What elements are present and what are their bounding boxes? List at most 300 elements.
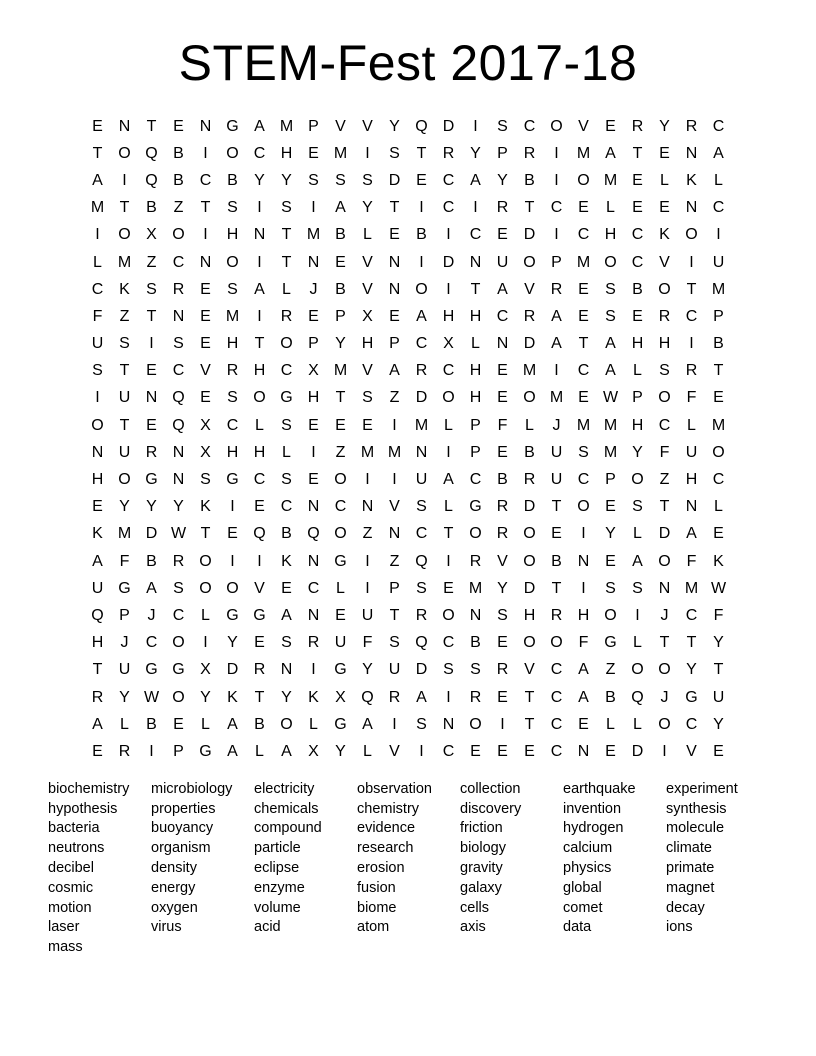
grid-letter[interactable]: B bbox=[335, 280, 346, 298]
grid-letter[interactable]: D bbox=[415, 661, 428, 679]
grid-letter[interactable]: R bbox=[523, 307, 536, 325]
grid-letter[interactable]: R bbox=[91, 688, 104, 706]
grid-letter[interactable]: Y bbox=[281, 688, 292, 706]
grid-letter[interactable]: A bbox=[578, 661, 589, 679]
grid-letter[interactable]: E bbox=[281, 579, 292, 597]
grid-letter[interactable]: O bbox=[631, 661, 644, 679]
grid-letter[interactable]: C bbox=[550, 199, 563, 217]
grid-letter[interactable]: Z bbox=[362, 525, 373, 543]
grid-letter[interactable]: Q bbox=[145, 171, 158, 189]
grid-letter[interactable]: N bbox=[307, 253, 320, 271]
grid-letter[interactable]: S bbox=[146, 280, 157, 298]
grid-letter[interactable]: B bbox=[146, 199, 157, 217]
grid-letter[interactable]: Q bbox=[91, 606, 104, 624]
grid-letter[interactable]: L bbox=[633, 634, 642, 652]
grid-letter[interactable]: F bbox=[686, 389, 697, 407]
grid-letter[interactable]: R bbox=[280, 307, 293, 325]
grid-letter[interactable]: S bbox=[227, 280, 238, 298]
grid-letter[interactable]: T bbox=[686, 634, 697, 652]
grid-letter[interactable]: M bbox=[387, 443, 402, 461]
grid-letter[interactable]: P bbox=[551, 253, 562, 271]
grid-letter[interactable]: O bbox=[442, 606, 455, 624]
grid-letter[interactable]: D bbox=[523, 579, 536, 597]
grid-letter[interactable]: N bbox=[388, 253, 401, 271]
grid-letter[interactable]: R bbox=[172, 280, 185, 298]
grid-letter[interactable]: R bbox=[253, 661, 266, 679]
grid-letter[interactable]: O bbox=[523, 389, 536, 407]
grid-letter[interactable]: F bbox=[659, 443, 670, 461]
grid-letter[interactable]: Y bbox=[254, 171, 265, 189]
grid-letter[interactable]: U bbox=[118, 661, 131, 679]
grid-letter[interactable]: D bbox=[658, 525, 671, 543]
grid-letter[interactable]: G bbox=[145, 471, 158, 489]
grid-letter[interactable]: O bbox=[226, 144, 239, 162]
grid-letter[interactable]: P bbox=[173, 742, 184, 760]
grid-letter[interactable]: R bbox=[172, 552, 185, 570]
grid-letter[interactable]: B bbox=[173, 144, 184, 162]
grid-letter[interactable]: T bbox=[578, 335, 589, 353]
grid-letter[interactable]: E bbox=[146, 362, 157, 380]
grid-letter[interactable]: C bbox=[253, 144, 266, 162]
grid-letter[interactable]: P bbox=[389, 579, 400, 597]
grid-letter[interactable]: N bbox=[577, 552, 590, 570]
grid-letter[interactable]: I bbox=[419, 742, 424, 760]
grid-letter[interactable]: H bbox=[91, 471, 104, 489]
grid-letter[interactable]: E bbox=[578, 715, 589, 733]
grid-letter[interactable]: N bbox=[415, 443, 428, 461]
grid-letter[interactable]: O bbox=[118, 226, 131, 244]
grid-letter[interactable]: I bbox=[257, 307, 262, 325]
grid-letter[interactable]: S bbox=[416, 498, 427, 516]
grid-letter[interactable]: I bbox=[365, 144, 370, 162]
grid-letter[interactable]: U bbox=[118, 389, 131, 407]
grid-letter[interactable]: Y bbox=[713, 634, 724, 652]
grid-letter[interactable]: T bbox=[659, 498, 670, 516]
grid-letter[interactable]: E bbox=[524, 742, 535, 760]
grid-letter[interactable]: R bbox=[118, 742, 131, 760]
grid-letter[interactable]: O bbox=[550, 117, 563, 135]
grid-letter[interactable]: B bbox=[470, 634, 481, 652]
grid-letter[interactable]: T bbox=[92, 661, 103, 679]
grid-letter[interactable]: B bbox=[227, 171, 238, 189]
grid-letter[interactable]: N bbox=[307, 552, 320, 570]
grid-letter[interactable]: E bbox=[227, 525, 238, 543]
grid-letter[interactable]: I bbox=[203, 634, 208, 652]
grid-letter[interactable]: W bbox=[143, 688, 160, 706]
grid-letter[interactable]: K bbox=[92, 525, 103, 543]
grid-letter[interactable]: C bbox=[469, 226, 482, 244]
grid-letter[interactable]: U bbox=[118, 443, 131, 461]
grid-letter[interactable]: E bbox=[605, 742, 616, 760]
grid-letter[interactable]: I bbox=[257, 199, 262, 217]
grid-letter[interactable]: Y bbox=[281, 171, 292, 189]
grid-letter[interactable]: A bbox=[227, 715, 238, 733]
grid-letter[interactable]: L bbox=[687, 416, 696, 434]
grid-letter[interactable]: E bbox=[254, 498, 265, 516]
grid-letter[interactable]: M bbox=[576, 416, 591, 434]
grid-letter[interactable]: F bbox=[578, 634, 589, 652]
grid-letter[interactable]: I bbox=[419, 253, 424, 271]
grid-letter[interactable]: M bbox=[711, 280, 726, 298]
grid-letter[interactable]: N bbox=[577, 742, 590, 760]
grid-letter[interactable]: O bbox=[658, 661, 671, 679]
grid-letter[interactable]: V bbox=[497, 552, 508, 570]
grid-letter[interactable]: I bbox=[662, 742, 667, 760]
grid-letter[interactable]: A bbox=[389, 362, 400, 380]
grid-letter[interactable]: E bbox=[551, 525, 562, 543]
grid-letter[interactable]: L bbox=[444, 498, 453, 516]
grid-letter[interactable]: F bbox=[713, 606, 724, 624]
grid-letter[interactable]: B bbox=[632, 280, 643, 298]
grid-letter[interactable]: M bbox=[90, 199, 105, 217]
grid-letter[interactable]: E bbox=[389, 226, 400, 244]
grid-letter[interactable]: O bbox=[226, 579, 239, 597]
grid-letter[interactable]: K bbox=[200, 498, 211, 516]
grid-letter[interactable]: V bbox=[362, 280, 373, 298]
grid-letter[interactable]: S bbox=[605, 579, 616, 597]
grid-letter[interactable]: E bbox=[497, 362, 508, 380]
grid-letter[interactable]: A bbox=[281, 742, 292, 760]
grid-letter[interactable]: D bbox=[226, 661, 239, 679]
grid-letter[interactable]: O bbox=[118, 144, 131, 162]
grid-letter[interactable]: O bbox=[712, 443, 725, 461]
grid-letter[interactable]: A bbox=[416, 688, 427, 706]
grid-letter[interactable]: K bbox=[281, 552, 292, 570]
grid-letter[interactable]: N bbox=[118, 117, 131, 135]
grid-letter[interactable]: K bbox=[308, 688, 319, 706]
grid-letter[interactable]: L bbox=[282, 280, 291, 298]
grid-letter[interactable]: E bbox=[497, 226, 508, 244]
grid-letter[interactable]: C bbox=[226, 416, 239, 434]
grid-letter[interactable]: S bbox=[497, 117, 508, 135]
grid-letter[interactable]: T bbox=[551, 579, 562, 597]
grid-letter[interactable]: A bbox=[92, 171, 103, 189]
grid-letter[interactable]: M bbox=[603, 171, 618, 189]
grid-letter[interactable]: Z bbox=[173, 199, 184, 217]
grid-letter[interactable]: I bbox=[689, 253, 694, 271]
grid-letter[interactable]: A bbox=[335, 199, 346, 217]
grid-letter[interactable]: N bbox=[172, 471, 185, 489]
grid-letter[interactable]: L bbox=[309, 715, 318, 733]
grid-letter[interactable]: N bbox=[361, 498, 374, 516]
grid-letter[interactable]: E bbox=[389, 307, 400, 325]
grid-letter[interactable]: V bbox=[389, 742, 400, 760]
grid-letter[interactable]: T bbox=[524, 715, 535, 733]
grid-letter[interactable]: T bbox=[146, 117, 157, 135]
grid-letter[interactable]: G bbox=[685, 688, 698, 706]
grid-letter[interactable]: M bbox=[225, 307, 240, 325]
grid-letter[interactable]: N bbox=[172, 307, 185, 325]
grid-letter[interactable]: E bbox=[92, 742, 103, 760]
grid-letter[interactable]: L bbox=[201, 606, 210, 624]
grid-letter[interactable]: G bbox=[253, 606, 266, 624]
grid-letter[interactable]: C bbox=[712, 471, 725, 489]
grid-letter[interactable]: B bbox=[524, 171, 535, 189]
grid-letter[interactable]: Y bbox=[470, 144, 481, 162]
grid-letter[interactable]: R bbox=[496, 199, 509, 217]
grid-letter[interactable]: X bbox=[200, 443, 211, 461]
grid-letter[interactable]: E bbox=[632, 171, 643, 189]
grid-letter[interactable]: J bbox=[552, 416, 561, 434]
grid-letter[interactable]: L bbox=[363, 742, 372, 760]
grid-letter[interactable]: Q bbox=[145, 144, 158, 162]
grid-letter[interactable]: N bbox=[496, 335, 509, 353]
grid-letter[interactable]: Q bbox=[361, 688, 374, 706]
grid-letter[interactable]: L bbox=[633, 525, 642, 543]
grid-letter[interactable]: I bbox=[365, 471, 370, 489]
grid-letter[interactable]: H bbox=[226, 443, 239, 461]
grid-letter[interactable]: Y bbox=[173, 498, 184, 516]
grid-letter[interactable]: E bbox=[308, 416, 319, 434]
grid-letter[interactable]: M bbox=[549, 389, 564, 407]
grid-letter[interactable]: S bbox=[632, 498, 643, 516]
grid-letter[interactable]: C bbox=[685, 307, 698, 325]
grid-letter[interactable]: H bbox=[631, 416, 644, 434]
grid-letter[interactable]: V bbox=[524, 280, 535, 298]
grid-letter[interactable]: I bbox=[581, 525, 586, 543]
grid-letter[interactable]: Q bbox=[631, 688, 644, 706]
grid-letter[interactable]: H bbox=[253, 443, 266, 461]
grid-letter[interactable]: E bbox=[335, 416, 346, 434]
grid-letter[interactable]: G bbox=[280, 389, 293, 407]
grid-letter[interactable]: T bbox=[416, 144, 427, 162]
grid-letter[interactable]: C bbox=[631, 253, 644, 271]
grid-letter[interactable]: L bbox=[606, 715, 615, 733]
grid-letter[interactable]: I bbox=[554, 171, 559, 189]
grid-letter[interactable]: E bbox=[92, 498, 103, 516]
grid-letter[interactable]: Z bbox=[605, 661, 616, 679]
grid-letter[interactable]: E bbox=[200, 280, 211, 298]
grid-letter[interactable]: X bbox=[146, 226, 157, 244]
grid-letter[interactable]: R bbox=[442, 144, 455, 162]
grid-letter[interactable]: G bbox=[469, 498, 482, 516]
grid-letter[interactable]: O bbox=[631, 471, 644, 489]
grid-letter[interactable]: P bbox=[335, 307, 346, 325]
grid-letter[interactable]: S bbox=[92, 362, 103, 380]
grid-letter[interactable]: E bbox=[497, 443, 508, 461]
grid-letter[interactable]: Y bbox=[119, 498, 130, 516]
grid-letter[interactable]: E bbox=[497, 742, 508, 760]
grid-letter[interactable]: O bbox=[172, 688, 185, 706]
grid-letter[interactable]: Z bbox=[389, 552, 400, 570]
grid-letter[interactable]: I bbox=[122, 171, 127, 189]
grid-letter[interactable]: E bbox=[200, 389, 211, 407]
grid-letter[interactable]: J bbox=[309, 280, 318, 298]
grid-letter[interactable]: D bbox=[442, 117, 455, 135]
grid-letter[interactable]: C bbox=[91, 280, 104, 298]
grid-letter[interactable]: M bbox=[333, 144, 348, 162]
grid-letter[interactable]: O bbox=[577, 171, 590, 189]
grid-letter[interactable]: J bbox=[147, 606, 156, 624]
grid-letter[interactable]: Z bbox=[659, 471, 670, 489]
grid-letter[interactable]: N bbox=[685, 498, 698, 516]
grid-letter[interactable]: J bbox=[660, 688, 669, 706]
grid-letter[interactable]: X bbox=[443, 335, 454, 353]
grid-letter[interactable]: L bbox=[201, 715, 210, 733]
grid-letter[interactable]: T bbox=[551, 498, 562, 516]
grid-letter[interactable]: S bbox=[497, 606, 508, 624]
grid-letter[interactable]: B bbox=[551, 552, 562, 570]
grid-letter[interactable]: B bbox=[605, 688, 616, 706]
grid-letter[interactable]: R bbox=[415, 606, 428, 624]
grid-letter[interactable]: C bbox=[712, 199, 725, 217]
grid-letter[interactable]: A bbox=[92, 552, 103, 570]
grid-letter[interactable]: H bbox=[307, 389, 320, 407]
grid-letter[interactable]: M bbox=[684, 579, 699, 597]
grid-letter[interactable]: L bbox=[255, 742, 264, 760]
grid-letter[interactable]: E bbox=[200, 307, 211, 325]
grid-letter[interactable]: G bbox=[226, 471, 239, 489]
grid-letter[interactable]: I bbox=[95, 389, 100, 407]
grid-letter[interactable]: G bbox=[226, 117, 239, 135]
grid-letter[interactable]: G bbox=[199, 742, 212, 760]
grid-letter[interactable]: F bbox=[92, 307, 103, 325]
grid-letter[interactable]: V bbox=[362, 362, 373, 380]
grid-letter[interactable]: K bbox=[659, 226, 670, 244]
grid-letter[interactable]: O bbox=[226, 253, 239, 271]
grid-letter[interactable]: U bbox=[712, 688, 725, 706]
grid-letter[interactable]: D bbox=[442, 253, 455, 271]
grid-letter[interactable]: I bbox=[230, 552, 235, 570]
grid-letter[interactable]: S bbox=[227, 389, 238, 407]
grid-letter[interactable]: C bbox=[307, 579, 320, 597]
grid-letter[interactable]: V bbox=[524, 661, 535, 679]
grid-letter[interactable]: C bbox=[685, 606, 698, 624]
grid-letter[interactable]: C bbox=[658, 416, 671, 434]
grid-letter[interactable]: N bbox=[658, 579, 671, 597]
grid-letter[interactable]: O bbox=[577, 498, 590, 516]
grid-letter[interactable]: E bbox=[416, 171, 427, 189]
grid-letter[interactable]: S bbox=[281, 634, 292, 652]
grid-letter[interactable]: U bbox=[496, 253, 509, 271]
grid-letter[interactable]: R bbox=[550, 280, 563, 298]
grid-letter[interactable]: M bbox=[522, 362, 537, 380]
grid-letter[interactable]: D bbox=[523, 498, 536, 516]
grid-letter[interactable]: E bbox=[578, 389, 589, 407]
grid-letter[interactable]: C bbox=[280, 362, 293, 380]
grid-letter[interactable]: A bbox=[551, 335, 562, 353]
grid-letter[interactable]: I bbox=[392, 715, 397, 733]
grid-letter[interactable]: A bbox=[551, 307, 562, 325]
grid-letter[interactable]: T bbox=[713, 362, 724, 380]
grid-letter[interactable]: A bbox=[281, 606, 292, 624]
grid-letter[interactable]: P bbox=[470, 443, 481, 461]
grid-letter[interactable]: A bbox=[254, 280, 265, 298]
grid-letter[interactable]: T bbox=[659, 634, 670, 652]
grid-letter[interactable]: S bbox=[281, 199, 292, 217]
grid-letter[interactable]: I bbox=[230, 498, 235, 516]
grid-letter[interactable]: Q bbox=[415, 117, 428, 135]
grid-letter[interactable]: Y bbox=[227, 634, 238, 652]
grid-letter[interactable]: I bbox=[311, 443, 316, 461]
grid-letter[interactable]: C bbox=[172, 362, 185, 380]
grid-letter[interactable]: I bbox=[446, 688, 451, 706]
grid-letter[interactable]: C bbox=[145, 634, 158, 652]
grid-letter[interactable]: N bbox=[442, 715, 455, 733]
grid-letter[interactable]: C bbox=[577, 362, 590, 380]
grid-letter[interactable]: C bbox=[442, 634, 455, 652]
grid-letter[interactable]: O bbox=[658, 715, 671, 733]
grid-letter[interactable]: N bbox=[685, 144, 698, 162]
grid-letter[interactable]: T bbox=[713, 661, 724, 679]
grid-letter[interactable]: R bbox=[523, 471, 536, 489]
grid-letter[interactable]: L bbox=[525, 416, 534, 434]
grid-letter[interactable]: Q bbox=[307, 525, 320, 543]
grid-letter[interactable]: O bbox=[172, 634, 185, 652]
grid-letter[interactable]: G bbox=[334, 552, 347, 570]
grid-letter[interactable]: X bbox=[200, 416, 211, 434]
grid-letter[interactable]: Y bbox=[362, 199, 373, 217]
grid-letter[interactable]: R bbox=[226, 362, 239, 380]
grid-letter[interactable]: O bbox=[685, 226, 698, 244]
grid-letter[interactable]: R bbox=[469, 688, 482, 706]
grid-letter[interactable]: H bbox=[469, 307, 482, 325]
grid-letter[interactable]: E bbox=[497, 389, 508, 407]
grid-letter[interactable]: E bbox=[92, 117, 103, 135]
grid-letter[interactable]: X bbox=[308, 362, 319, 380]
grid-letter[interactable]: S bbox=[416, 715, 427, 733]
grid-letter[interactable]: B bbox=[254, 715, 265, 733]
grid-letter[interactable]: I bbox=[689, 335, 694, 353]
grid-letter[interactable]: C bbox=[415, 335, 428, 353]
grid-letter[interactable]: Y bbox=[686, 661, 697, 679]
grid-letter[interactable]: S bbox=[389, 634, 400, 652]
grid-letter[interactable]: A bbox=[227, 742, 238, 760]
grid-letter[interactable]: U bbox=[550, 443, 563, 461]
grid-letter[interactable]: R bbox=[658, 307, 671, 325]
grid-letter[interactable]: S bbox=[416, 579, 427, 597]
grid-letter[interactable]: H bbox=[442, 307, 455, 325]
grid-letter[interactable]: H bbox=[523, 606, 536, 624]
grid-letter[interactable]: C bbox=[496, 307, 509, 325]
grid-letter[interactable]: T bbox=[119, 416, 130, 434]
grid-letter[interactable]: O bbox=[118, 471, 131, 489]
grid-letter[interactable]: N bbox=[388, 280, 401, 298]
grid-letter[interactable]: O bbox=[442, 389, 455, 407]
grid-letter[interactable]: T bbox=[254, 335, 265, 353]
grid-letter[interactable]: E bbox=[254, 634, 265, 652]
grid-letter[interactable]: A bbox=[254, 117, 265, 135]
grid-letter[interactable]: O bbox=[658, 552, 671, 570]
grid-letter[interactable]: U bbox=[91, 335, 104, 353]
grid-letter[interactable]: T bbox=[389, 606, 400, 624]
grid-letter[interactable]: E bbox=[632, 199, 643, 217]
grid-letter[interactable]: E bbox=[632, 307, 643, 325]
grid-letter[interactable]: M bbox=[360, 443, 375, 461]
grid-letter[interactable]: Z bbox=[389, 389, 400, 407]
grid-letter[interactable]: R bbox=[469, 552, 482, 570]
grid-letter[interactable]: T bbox=[146, 307, 157, 325]
grid-letter[interactable]: N bbox=[469, 606, 482, 624]
grid-letter[interactable]: Q bbox=[415, 552, 428, 570]
grid-letter[interactable]: P bbox=[389, 335, 400, 353]
grid-letter[interactable]: I bbox=[446, 280, 451, 298]
grid-letter[interactable]: U bbox=[334, 634, 347, 652]
grid-letter[interactable]: O bbox=[604, 606, 617, 624]
grid-letter[interactable]: O bbox=[604, 253, 617, 271]
grid-letter[interactable]: T bbox=[254, 688, 265, 706]
grid-letter[interactable]: U bbox=[91, 579, 104, 597]
grid-letter[interactable]: A bbox=[146, 579, 157, 597]
grid-letter[interactable]: O bbox=[523, 634, 536, 652]
grid-letter[interactable]: C bbox=[172, 253, 185, 271]
grid-letter[interactable]: H bbox=[469, 389, 482, 407]
grid-letter[interactable]: L bbox=[255, 416, 264, 434]
grid-letter[interactable]: I bbox=[473, 199, 478, 217]
grid-letter[interactable]: O bbox=[415, 280, 428, 298]
grid-letter[interactable]: Q bbox=[172, 389, 185, 407]
grid-letter[interactable]: E bbox=[146, 416, 157, 434]
